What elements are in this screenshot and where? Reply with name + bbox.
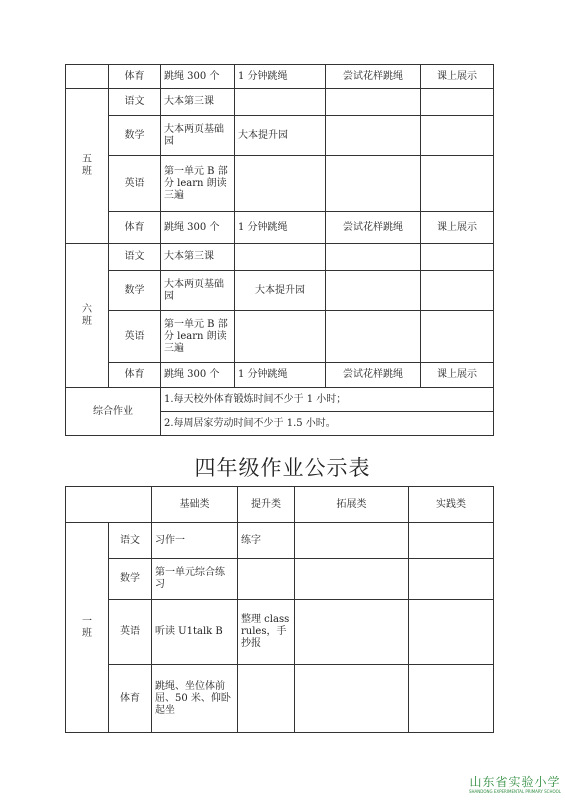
table-row	[66, 600, 494, 665]
subject-cell: 英语	[109, 311, 161, 363]
practice-cell	[409, 523, 494, 559]
subject-cell: 英语	[109, 600, 152, 665]
subject-cell: 体育	[109, 363, 161, 388]
basic-cell: 第一单元综合练习	[152, 559, 238, 600]
practice-cell	[409, 665, 494, 733]
basic-cell: 第一单元 B 部分 learn 朗读三遍	[161, 311, 235, 363]
header-basic: 基础类	[152, 487, 238, 523]
improve-cell: 练字	[238, 523, 295, 559]
improve-cell	[238, 559, 295, 600]
basic-cell: 大本两页基础园	[161, 271, 235, 311]
improve-cell: 大本提升园	[235, 271, 326, 311]
extend-cell	[295, 523, 409, 559]
subject-cell: 语文	[109, 523, 152, 559]
practice-cell	[421, 89, 494, 116]
basic-cell: 大本第三课	[161, 89, 235, 116]
extend-cell	[326, 244, 421, 271]
extend-cell	[295, 600, 409, 665]
practice-cell	[421, 156, 494, 212]
table-row	[66, 65, 494, 89]
subject-cell: 数学	[109, 116, 161, 156]
summary-label: 综合作业	[66, 388, 161, 436]
improve-cell	[235, 311, 326, 363]
improve-cell: 整理 class rules，手抄报	[238, 600, 295, 665]
extend-cell	[326, 116, 421, 156]
class-label-5: 五 班	[66, 89, 109, 244]
subject-cell: 数学	[109, 559, 152, 600]
class-label-1: 一 班	[66, 523, 109, 733]
table-row	[66, 388, 494, 412]
homework-table-grade4	[65, 486, 494, 733]
basic-cell: 大本第三课	[161, 244, 235, 271]
header-row	[66, 487, 494, 523]
practice-cell	[421, 311, 494, 363]
extend-cell	[295, 559, 409, 600]
table-row	[66, 311, 494, 363]
improve-cell	[238, 665, 295, 733]
extend-cell	[326, 311, 421, 363]
table-row	[66, 559, 494, 600]
improve-cell: 1 分钟跳绳	[235, 212, 326, 244]
homework-table-top	[65, 64, 494, 436]
table-row	[66, 212, 494, 244]
table-row	[66, 116, 494, 156]
basic-cell: 大本两页基础园	[161, 116, 235, 156]
table-row	[66, 89, 494, 116]
practice-cell: 课上展示	[421, 363, 494, 388]
summary-line-2: 2.每周居家劳动时间不少于 1.5 小时。	[161, 412, 494, 436]
table-row	[66, 363, 494, 388]
extend-cell	[295, 665, 409, 733]
extend-cell: 尝试花样跳绳	[326, 212, 421, 244]
practice-cell: 课上展示	[421, 65, 494, 89]
basic-cell: 跳绳、坐位体前屈、50 米、仰卧起坐	[152, 665, 238, 733]
extend-cell	[326, 89, 421, 116]
improve-cell	[235, 156, 326, 212]
practice-cell	[421, 244, 494, 271]
class-label-6: 六 班	[66, 244, 109, 388]
corner-cell	[66, 487, 152, 523]
basic-cell: 跳绳 300 个	[161, 212, 235, 244]
basic-cell: 习作一	[152, 523, 238, 559]
table-row	[66, 271, 494, 311]
school-logo	[468, 776, 562, 794]
subject-cell: 体育	[109, 212, 161, 244]
subject-cell: 语文	[109, 244, 161, 271]
school-logo-name: 山东省实验小学	[469, 775, 561, 789]
subject-cell: 英语	[109, 156, 161, 212]
header-improve: 提升类	[238, 487, 295, 523]
basic-cell: 跳绳 300 个	[161, 363, 235, 388]
page-title: 四年级作业公示表	[194, 456, 371, 480]
practice-cell	[409, 600, 494, 665]
basic-cell: 听读 U1talk B	[152, 600, 238, 665]
practice-cell	[421, 271, 494, 311]
extend-cell: 尝试花样跳绳	[326, 363, 421, 388]
header-practice: 实践类	[409, 487, 494, 523]
improve-cell	[235, 244, 326, 271]
subject-cell: 数学	[109, 271, 161, 311]
extend-cell	[326, 271, 421, 311]
practice-cell	[409, 559, 494, 600]
basic-cell: 第一单元 B 部分 learn 朗读三遍	[161, 156, 235, 212]
subject-cell: 体育	[109, 65, 161, 89]
improve-cell: 1 分钟跳绳	[235, 65, 326, 89]
practice-cell: 课上展示	[421, 212, 494, 244]
subject-cell: 体育	[109, 665, 152, 733]
header-extend: 拓展类	[295, 487, 409, 523]
basic-cell: 跳绳 300 个	[161, 65, 235, 89]
table-row	[66, 665, 494, 733]
practice-cell	[421, 116, 494, 156]
table-row	[66, 523, 494, 559]
extend-cell	[326, 156, 421, 212]
table-row	[66, 244, 494, 271]
improve-cell	[235, 89, 326, 116]
table-row	[66, 156, 494, 212]
school-logo-english: SHANDONG EXPERIMENTAL PRIMARY SCHOOL	[468, 789, 562, 794]
improve-cell: 大本提升园	[235, 116, 326, 156]
summary-line-1: 1.每天校外体育锻炼时间不少于 1 小时；	[161, 388, 494, 412]
extend-cell: 尝试花样跳绳	[326, 65, 421, 89]
subject-cell: 语文	[109, 89, 161, 116]
improve-cell: 1 分钟跳绳	[235, 363, 326, 388]
